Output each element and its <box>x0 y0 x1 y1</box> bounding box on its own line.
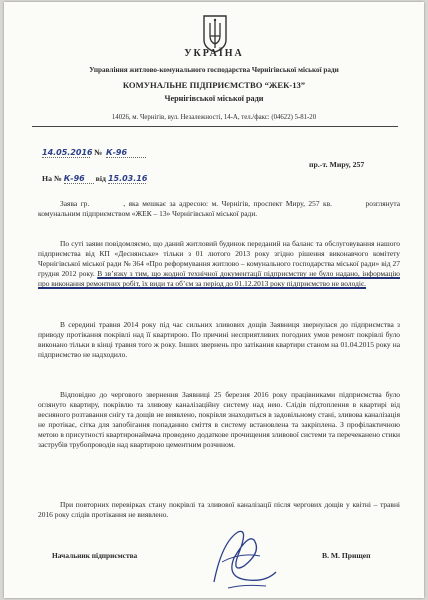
p1-part-a: Заява гр. <box>60 199 90 208</box>
p1-part-c: розглянута комунальним підприємством «ЖЕК – 13» Чернігівської міської ради. <box>38 199 401 219</box>
ministry-name: Управління житлово-комунального господарства Чернігівської міської ради <box>89 66 339 74</box>
company-contacts: 14026, м. Чернігів, вул. Незалежності, 14-А, тел./факс: (04622) 5-81-20 <box>111 114 317 121</box>
company-name: КОМУНАЛЬНЕ ПІДПРИЄМСТВО “ЖЕК-13” <box>122 80 306 90</box>
p2-part-a: По суті заяви повідомляємо, що даний житловий будинок переданий на баланс та обслуговування нашого підприємства від КП «Деснянське» тільки з 01 лютого 2013 року згідно рішення виконавчого комітету Чернігівської міської ради № 364 «Про реформування житлово – комунального господарства міської ради» від 27 грудня 2012 року. <box>38 239 400 279</box>
p2-underlined: В зв’язку з тим, що жодної технічної документації підприємству не було надано, інформацію про виконання ремонтних робіт, їх види та об’єм за період до 01.12.2013 року підприємство не володіє. <box>38 269 400 289</box>
company-subtitle: Чернігівської міської ради <box>164 94 264 103</box>
paragraph-1 <box>38 199 400 219</box>
outgoing-date: 14.05.2016 <box>42 148 93 157</box>
outgoing-ref-line <box>42 142 146 160</box>
signatory-title: Начальник підприємства <box>52 551 138 560</box>
paragraph-3: В середині травня 2014 року під час сильних зливових дощів Заявниця звернулася до підприємства з приводу протікання покрівлі над її квартирою. По причині несприятливих погодних умов ремонт покрівлі було виконано тільки в кінці травня того ж року. Інших звернень про затікання квартири станом на 01.04.2015 року на підприємство не надходило. <box>38 320 400 360</box>
paragraph-5: При повторних перевірках стану покрівлі та зливової каналізації після чергових дощів у квітні – травні 2016 року слідів протікання не виявлено. <box>38 500 400 520</box>
header-divider <box>32 126 398 127</box>
recipient-address: пр.-т. Миру, 257 <box>309 160 365 169</box>
letter-page <box>4 2 424 598</box>
p1-part-b: , яка мешкає за адресою: м. Чернігів, проспект Миру, 257 кв. <box>123 199 333 208</box>
in-reply-prefix: На № <box>42 174 62 183</box>
signatory-name: В. М. Прищеп <box>322 551 371 560</box>
in-reply-date: 15.03.16 <box>107 174 148 183</box>
outgoing-num: К-96 <box>106 148 146 158</box>
handwritten-signature <box>204 522 284 594</box>
in-reply-num: К-96 <box>64 174 94 184</box>
outgoing-num-prefix: № <box>94 148 103 157</box>
paragraph-2 <box>38 239 400 289</box>
paragraph-4: Відповідно до чергового звернення Заявниці 25 березня 2016 року працівниками підприємства було оглянуто квартиру, покрівлю та зливову каналізаційну систему над нею. Слідів підтоплення в квартирі від весняного розтавання снігу та дощів не виявлено, покрівля знаходиться в задовільному стані, зливова каналізація не протікає, сітка для запобігання попаданню сміття в систему встановлена та закріплена. З профілактичною метою в присутності квартиронаймача проведено додаткове прочищення зливової системи та перечеканено стики заструбів трубопроводів над квартирою цементним розчином. <box>38 390 400 450</box>
country-title: УКРАЇНА <box>184 48 244 59</box>
in-reply-line <box>42 174 146 184</box>
in-reply-word: від <box>95 174 106 183</box>
